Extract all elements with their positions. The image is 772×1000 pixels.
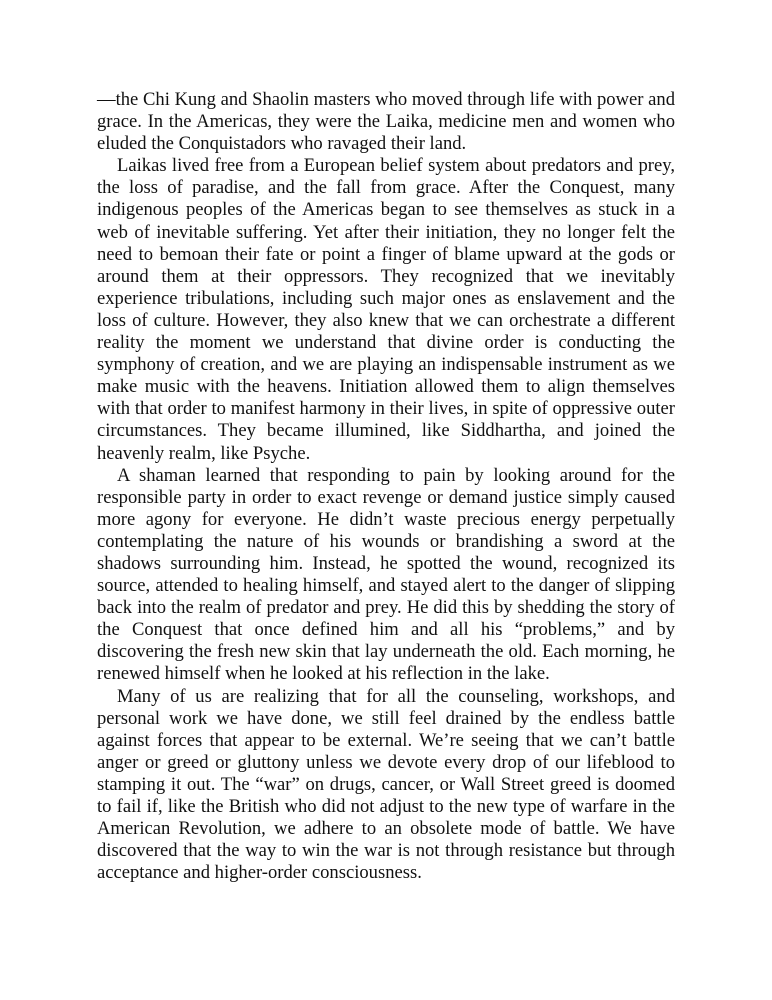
paragraph-3: A shaman learned that responding to pain by looking around for the responsible party in order to exact revenge or demand justice simply caused more agony for everyone. He didn’t waste precious energy perpetually contemplating the nature of his wounds or brandishing a sword at the shadows surrounding him. Instead, he spotted the wound, recognized its source, attended to healing himself, and stayed alert to the danger of slipping back into the realm of predator and prey. He did this by shedding the story of the Conquest that once defined him and all his “problems,” and by discovering the fresh new skin that lay underneath the old. Each morning, he renewed himself when he looked at his reflection in the lake. bbox=[97, 464, 675, 685]
paragraph-2: Laikas lived free from a European belief system about predators and prey, the loss of paradise, and the fall from grace. After the Conquest, many indigenous peoples of the Americas began to see themselves as stuck in a web of inevitable suffering. Yet after their initiation, they no longer felt the need to bemoan their fate or point a finger of blame upward at the gods or around them at their oppressors. They recognized that we inevitably experience tribulations, including such major ones as enslavement and the loss of culture. However, they also knew that we can orchestrate a different reality the moment we understand that divine order is conducting the symphony of creation, and we are playing an indispensable instrument as we make music with the heavens. Initiation allowed them to align themselves with that order to manifest harmony in their lives, in spite of oppressive outer circumstances. They became illumined, like Siddhartha, and joined the heavenly realm, like Psyche. bbox=[97, 155, 675, 464]
paragraph-1: —the Chi Kung and Shaolin masters who moved through life with power and grace. In the Americas, they were the Laika, medicine men and women who eluded the Conquistadors who ravaged their land. bbox=[97, 89, 675, 155]
paragraph-4: Many of us are realizing that for all the counseling, workshops, and personal work we have done, we still feel drained by the endless battle against forces that appear to be external. We’re seeing that we can’t battle anger or greed or gluttony unless we devote every drop of our lifeblood to stamping it out. The “war” on drugs, cancer, or Wall Street greed is doomed to fail if, like the British who did not adjust to the new type of warfare in the American Revolution, we adhere to an obsolete mode of battle. We have discovered that the way to win the war is not through resistance but through acceptance and higher-order consciousness. bbox=[97, 685, 675, 884]
page-body bbox=[97, 89, 675, 884]
